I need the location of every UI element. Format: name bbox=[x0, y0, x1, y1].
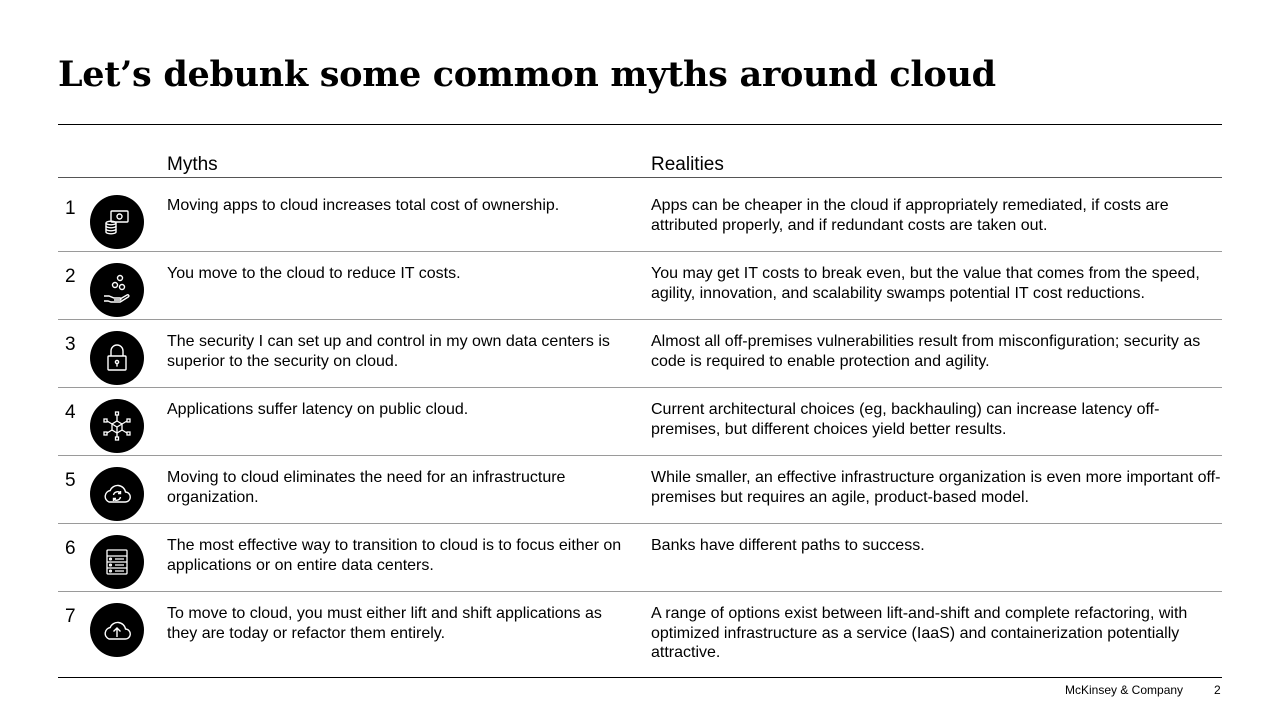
row-number: 3 bbox=[65, 334, 76, 355]
hand-coins-icon bbox=[90, 263, 144, 317]
row-number: 1 bbox=[65, 198, 76, 219]
realities-column-header: Realities bbox=[651, 154, 724, 175]
row-number: 4 bbox=[65, 402, 76, 423]
myths-column-header: Myths bbox=[167, 154, 218, 175]
cloud-sync-icon bbox=[90, 467, 144, 521]
page-title: Let’s debunk some common myths around cloud bbox=[58, 54, 996, 95]
header-divider bbox=[58, 177, 1222, 178]
myth-row-1 bbox=[58, 184, 1222, 252]
reality-text: While smaller, an effective infrastructure organization is even more important off-premises but requires an agile, product-based model. bbox=[651, 469, 1221, 506]
reality-text: Apps can be cheaper in the cloud if appropriately remediated, if costs are attributed properly, and if redundant costs are taken out. bbox=[651, 197, 1169, 234]
coins-cash-icon bbox=[90, 195, 144, 249]
footer-company: McKinsey & Company bbox=[1065, 683, 1184, 697]
myth-row-7 bbox=[58, 592, 1222, 660]
row-number: 6 bbox=[65, 538, 76, 559]
server-rack-icon bbox=[90, 535, 144, 589]
myth-row-3 bbox=[58, 320, 1222, 388]
myth-text: Moving to cloud eliminates the need for an infrastructure organization. bbox=[167, 469, 566, 506]
myth-text: Moving apps to cloud increases total cost of ownership. bbox=[167, 197, 560, 214]
reality-text: Banks have different paths to success. bbox=[651, 537, 925, 554]
myth-row-4 bbox=[58, 388, 1222, 456]
bottom-divider bbox=[58, 677, 1222, 678]
row-number: 2 bbox=[65, 266, 76, 287]
myth-text: To move to cloud, you must either lift and shift applications as they are today or refactor them entirely. bbox=[167, 605, 602, 642]
myth-row-5 bbox=[58, 456, 1222, 524]
myth-row-2 bbox=[58, 252, 1222, 320]
myth-row-6 bbox=[58, 524, 1222, 592]
myth-text: The security I can set up and control in my own data centers is superior to the security on cloud. bbox=[167, 333, 610, 370]
reality-text: A range of options exist between lift-and-shift and complete refactoring, with optimized infrastructure as a service (IaaS) and containerization potentially attractive. bbox=[651, 605, 1188, 661]
title-divider bbox=[58, 124, 1222, 125]
reality-text: Almost all off-premises vulnerabilities result from misconfiguration; security as code is required to enable protection and agility. bbox=[651, 333, 1201, 370]
reality-text: Current architectural choices (eg, backhauling) can increase latency off-premises, but different choices yield better results. bbox=[651, 401, 1160, 438]
network-cube-icon bbox=[90, 399, 144, 453]
lock-icon bbox=[90, 331, 144, 385]
page-number: 2 bbox=[1214, 683, 1221, 697]
reality-text: You may get IT costs to break even, but the value that comes from the speed, agility, innovation, and scalability swamps potential IT cost reductions. bbox=[651, 265, 1200, 302]
row-number: 5 bbox=[65, 470, 76, 491]
cloud-upload-icon bbox=[90, 603, 144, 657]
myth-text: Applications suffer latency on public cloud. bbox=[167, 401, 469, 418]
row-number: 7 bbox=[65, 606, 76, 627]
myth-text: The most effective way to transition to cloud is to focus either on applications or on entire data centers. bbox=[167, 537, 622, 574]
myth-text: You move to the cloud to reduce IT costs. bbox=[167, 265, 461, 282]
